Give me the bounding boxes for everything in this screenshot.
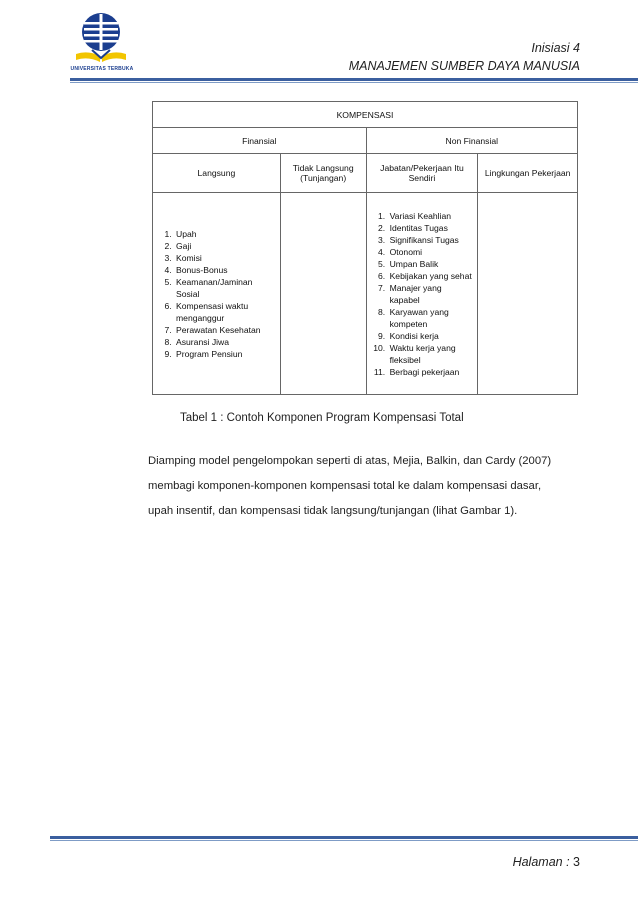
list-item: 6. Kompensasi waktu menganggur [174,300,276,324]
paragraph-line: membagi komponen-komponen kompensasi total ke dalam kompensasi dasar, [148,480,542,492]
logo-text: UNIVERSITAS TERBUKA [70,66,134,72]
cell-langsung-items [153,193,281,395]
paragraph-line: Diamping model pengelompokan seperti di atas, Mejia, Balkin, dan Cardy (2007) [148,455,552,467]
cell-tidak-langsung-empty [280,193,366,395]
group-non-finansial: Non Finansial [366,128,577,154]
list-item: 8. Karyawan yang kompeten [388,306,474,330]
page-label: Halaman : [512,855,570,869]
group-finansial: Finansial [153,128,367,154]
col-lingkungan: Lingkungan Pekerjaan [478,154,578,193]
jabatan-list [371,210,474,378]
list-item: 10. Waktu kerja yang fleksibel [388,342,474,366]
list-item: 7. Perawatan Kesehatan [174,324,276,336]
list-item: 7. Manajer yang kapabel [388,282,474,306]
col-tidak-langsung: Tidak Langsung (Tunjangan) [280,154,366,193]
body-paragraph [148,449,577,524]
cell-lingkungan-empty [478,193,578,395]
col-jabatan: Jabatan/Pekerjaan Itu Sendiri [366,154,478,193]
list-item: 3. Komisi [174,252,276,264]
list-item: 2. Identitas Tugas [388,222,474,234]
page-number: 3 [573,855,580,869]
list-item: 8. Asuransi Jiwa [174,336,276,348]
table-caption: Tabel 1 : Contoh Komponen Program Kompensasi Total [180,412,464,424]
list-item: 1. Upah [174,228,276,240]
list-item: 3. Signifikansi Tugas [388,234,474,246]
header-rule-thin [70,82,638,83]
list-item: 5. Umpan Balik [388,258,474,270]
col-langsung: Langsung [153,154,281,193]
list-item: 6. Kebijakan yang sehat [388,270,474,282]
header-course-title: MANAJEMEN SUMBER DAYA MANUSIA [348,59,580,73]
langsung-list [157,228,276,360]
table-title: KOMPENSASI [153,102,578,128]
list-item: 9. Kondisi kerja [388,330,474,342]
list-item: 11. Berbagi pekerjaan [388,366,474,378]
footer-rule-thin [50,840,638,841]
footer-rule [50,836,638,839]
header-module: Inisiasi 4 [531,41,580,55]
page-footer [513,855,580,869]
list-item: 9. Program Pensiun [174,348,276,360]
paragraph-line: upah insentif, dan kompensasi tidak langsung/tunjangan (lihat Gambar 1). [148,505,518,517]
list-item: 1. Variasi Keahlian [388,210,474,222]
list-item: 5. Keamanan/Jaminan Sosial [174,276,276,300]
list-item: 4. Otonomi [388,246,474,258]
list-item: 4. Bonus-Bonus [174,264,276,276]
compensation-table [152,101,578,395]
list-item: 2. Gaji [174,240,276,252]
header-rule [70,78,638,81]
cell-jabatan-items [366,193,478,395]
